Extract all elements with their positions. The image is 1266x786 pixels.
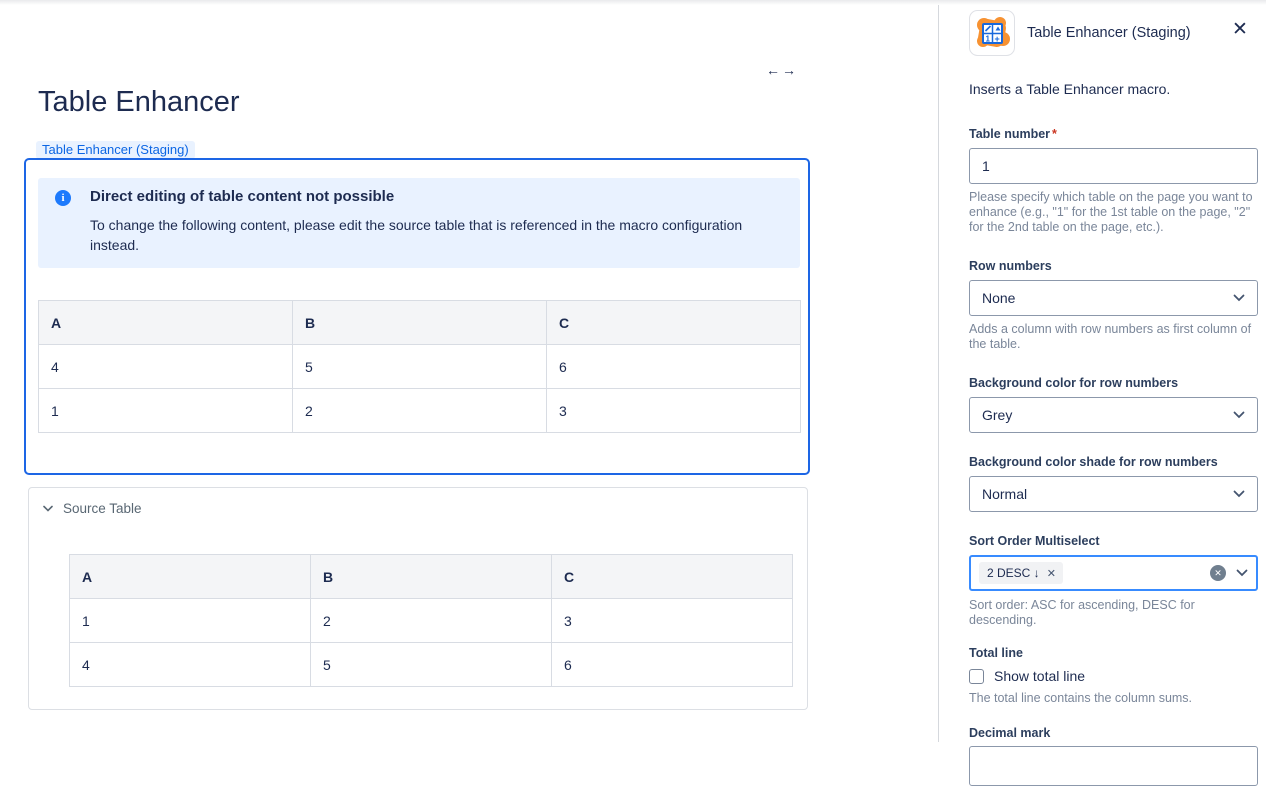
- chevron-down-icon: [1233, 294, 1245, 302]
- chevron-down-icon: [43, 505, 53, 512]
- total-line-label: Total line: [969, 646, 1023, 660]
- sort-order-chip: 2 DESC ↓ ✕: [979, 562, 1063, 584]
- table-header-cell: C: [552, 555, 793, 599]
- show-total-line-text: Show total line: [994, 668, 1086, 684]
- chevron-down-icon[interactable]: [1236, 564, 1248, 582]
- table-header-cell: C: [547, 301, 801, 345]
- svg-text:+: +: [994, 34, 1000, 44]
- table-cell: 4: [39, 345, 293, 389]
- table-row: [70, 599, 793, 643]
- show-total-line-checkbox[interactable]: [969, 669, 984, 684]
- row-numbers-help: Adds a column with row numbers as first column of the table.: [969, 322, 1252, 351]
- decimal-mark-label: Decimal mark: [969, 726, 1051, 740]
- table-cell: 6: [552, 643, 793, 687]
- source-table: [69, 554, 793, 687]
- row-numbers-select[interactable]: None: [969, 280, 1258, 316]
- macro-app-icon: [969, 10, 1015, 61]
- clear-all-icon[interactable]: ✕: [1210, 565, 1226, 581]
- macro-description: Inserts a Table Enhancer macro.: [969, 81, 1171, 97]
- table-header-cell: B: [311, 555, 552, 599]
- table-number-input[interactable]: 1: [969, 148, 1258, 184]
- row-numbers-label: Row numbers: [969, 259, 1052, 273]
- table-cell: 5: [311, 643, 552, 687]
- table-cell: 4: [70, 643, 311, 687]
- macro-config-panel: [938, 0, 1266, 742]
- bg-shade-label: Background color shade for row numbers: [969, 455, 1218, 469]
- total-line-help: The total line contains the column sums.: [969, 691, 1193, 705]
- bg-color-label: Background color for row numbers: [969, 376, 1179, 390]
- table-number-label: Table number *: [969, 127, 1057, 141]
- macro-selection-frame[interactable]: [24, 158, 810, 475]
- chip-remove-icon[interactable]: ✕: [1046, 567, 1056, 580]
- table-header-cell: A: [39, 301, 293, 345]
- page-title: Table Enhancer: [38, 86, 240, 118]
- table-row: [39, 345, 801, 389]
- info-panel-body: To change the following content, please edit the source table that is referenced in the macro configuration instead.: [90, 217, 743, 253]
- table-header-cell: A: [70, 555, 311, 599]
- macro-name-badge[interactable]: Table Enhancer (Staging): [36, 141, 195, 159]
- table-cell: 6: [547, 345, 801, 389]
- close-icon[interactable]: ✕: [1232, 19, 1248, 40]
- required-asterisk: *: [1052, 127, 1057, 141]
- info-icon: i: [55, 190, 71, 206]
- table-row: [70, 643, 793, 687]
- table-cell: 1: [39, 389, 293, 433]
- table-cell: 5: [293, 345, 547, 389]
- top-shadow: [0, 0, 1266, 5]
- sort-order-help: Sort order: ASC for ascending, DESC for descending.: [969, 598, 1195, 627]
- chevron-down-icon: [1233, 490, 1245, 498]
- info-panel: [38, 178, 800, 268]
- table-row: [39, 389, 801, 433]
- enhanced-table: [38, 300, 801, 433]
- sort-order-multiselect[interactable]: [969, 555, 1258, 591]
- bg-color-select[interactable]: Grey: [969, 397, 1258, 433]
- source-table-label: Source Table: [63, 501, 142, 516]
- svg-text:1: 1: [985, 34, 990, 44]
- panel-title: Table Enhancer (Staging): [1027, 25, 1191, 41]
- table-header-cell: B: [293, 301, 547, 345]
- table-number-help: Please specify which table on the page you want to enhance (e.g., "1" for the 1st table on the page, "2" for the 2nd table on the page, etc.).: [969, 190, 1253, 234]
- layout-width-toggle-icon[interactable]: ←→: [766, 62, 798, 78]
- table-cell: 2: [293, 389, 547, 433]
- chevron-down-icon: [1233, 411, 1245, 419]
- table-cell: 2: [311, 599, 552, 643]
- source-table-toggle[interactable]: [43, 501, 142, 516]
- table-cell: 3: [547, 389, 801, 433]
- decimal-mark-select[interactable]: [969, 746, 1258, 786]
- bg-shade-select[interactable]: Normal: [969, 476, 1258, 512]
- info-panel-title: Direct editing of table content not possible: [90, 188, 395, 205]
- table-cell: 1: [70, 599, 311, 643]
- source-table-expand: [28, 487, 808, 710]
- table-cell: 3: [552, 599, 793, 643]
- sort-order-label: Sort Order Multiselect: [969, 534, 1100, 548]
